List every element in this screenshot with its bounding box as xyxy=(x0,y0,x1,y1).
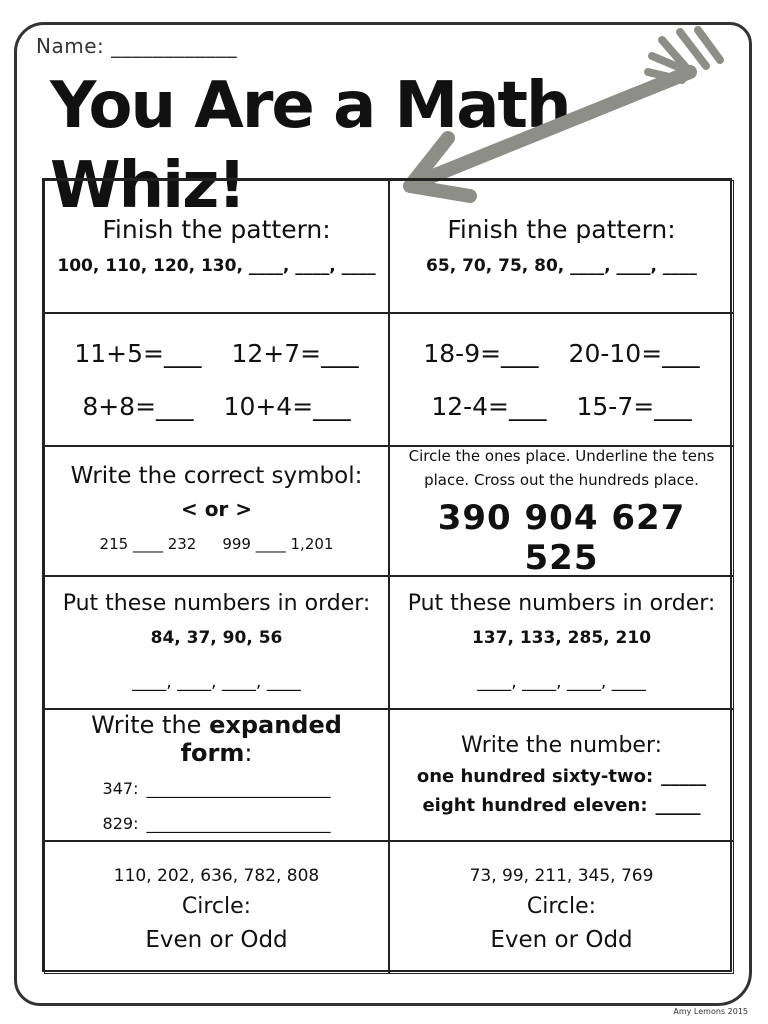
equation: 18-9=___ xyxy=(423,338,539,368)
equation: 8+8=___ xyxy=(82,391,194,421)
order-left-cell xyxy=(44,576,389,709)
pattern-sequence: 65, 70, 75, 80, ____, ____, ____ xyxy=(426,256,697,276)
even-odd-choice: Even or Odd xyxy=(490,927,633,953)
circle-instruction: Circle: xyxy=(526,894,597,919)
cell-heading: Finish the pattern: xyxy=(447,215,676,244)
comparison: 999 ____ 1,201 xyxy=(222,535,334,553)
even-odd-right-cell xyxy=(389,841,734,974)
cell-heading xyxy=(53,711,380,767)
symbol-options: < or > xyxy=(180,497,253,521)
heading-emphasis: expanded form xyxy=(180,711,342,767)
equation: 15-7=___ xyxy=(576,391,692,421)
even-odd-left-cell xyxy=(44,841,389,974)
equation: 20-10=___ xyxy=(568,338,700,368)
answer-blank: _______________________ xyxy=(146,814,331,833)
answer-blank: _______________________ xyxy=(146,779,331,798)
equation-row xyxy=(82,392,350,421)
equation: 12+7=___ xyxy=(231,338,359,368)
cell-heading: Put these numbers in order: xyxy=(407,591,716,616)
pattern-sequence: 100, 110, 120, 130, ____, ____, ____ xyxy=(57,256,376,276)
heading-text: Write the xyxy=(91,711,210,739)
expanded-form-cell xyxy=(44,709,389,841)
instructions: place. Cross out the hundreds place. xyxy=(424,471,699,489)
pattern-left-cell xyxy=(44,180,389,313)
symbol-cell xyxy=(44,446,389,576)
equation: 10+4=___ xyxy=(223,391,351,421)
equation-row xyxy=(423,339,699,368)
number-label: 829: xyxy=(102,814,139,833)
order-blanks: ____, ____, ____, ____ xyxy=(477,672,646,692)
word-number-row xyxy=(417,766,706,787)
write-number-cell xyxy=(389,709,734,841)
order-right-cell xyxy=(389,576,734,709)
expanded-row xyxy=(103,779,331,798)
cell-heading: Write the number: xyxy=(460,732,663,758)
order-numbers: 137, 133, 285, 210 xyxy=(471,628,652,648)
addition-cell xyxy=(44,313,389,446)
number-list: 73, 99, 211, 345, 769 xyxy=(469,866,654,886)
pattern-right-cell xyxy=(389,180,734,313)
author-credit: Amy Lemons 2015 xyxy=(673,1007,748,1016)
equation: 11+5=___ xyxy=(74,338,202,368)
subtraction-cell xyxy=(389,313,734,446)
answer-blank: _____ xyxy=(661,765,707,787)
place-value-numbers: 390 904 627 525 xyxy=(437,498,686,578)
word-number: eight hundred eleven: xyxy=(422,794,648,816)
comparison: 215 ____ 232 xyxy=(99,535,197,553)
page-title: You Are a Math Whiz! xyxy=(50,69,570,223)
circle-instruction: Circle: xyxy=(181,894,252,919)
equation: 12-4=___ xyxy=(431,391,547,421)
word-number: one hundred sixty-two: xyxy=(416,765,654,787)
expanded-row xyxy=(103,814,331,833)
answer-blank: _____ xyxy=(655,794,701,816)
instructions: Circle the ones place. Underline the tens xyxy=(408,447,715,465)
name-field-label: Name: ____________ xyxy=(36,34,238,58)
even-odd-choice: Even or Odd xyxy=(145,927,288,953)
equation-row xyxy=(431,392,691,421)
place-value-cell xyxy=(389,446,734,576)
worksheet-grid xyxy=(42,178,732,972)
cell-heading: Write the correct symbol: xyxy=(70,463,363,489)
word-number-row xyxy=(422,795,700,816)
cell-heading: Put these numbers in order: xyxy=(62,591,371,616)
number-list: 110, 202, 636, 782, 808 xyxy=(113,866,320,886)
order-blanks: ____, ____, ____, ____ xyxy=(132,672,301,692)
heading-end: : xyxy=(244,739,253,767)
equation-row xyxy=(74,339,358,368)
compare-row xyxy=(100,535,334,553)
number-label: 347: xyxy=(102,779,139,798)
order-numbers: 84, 37, 90, 56 xyxy=(150,628,283,648)
cell-heading: Finish the pattern: xyxy=(102,215,331,244)
